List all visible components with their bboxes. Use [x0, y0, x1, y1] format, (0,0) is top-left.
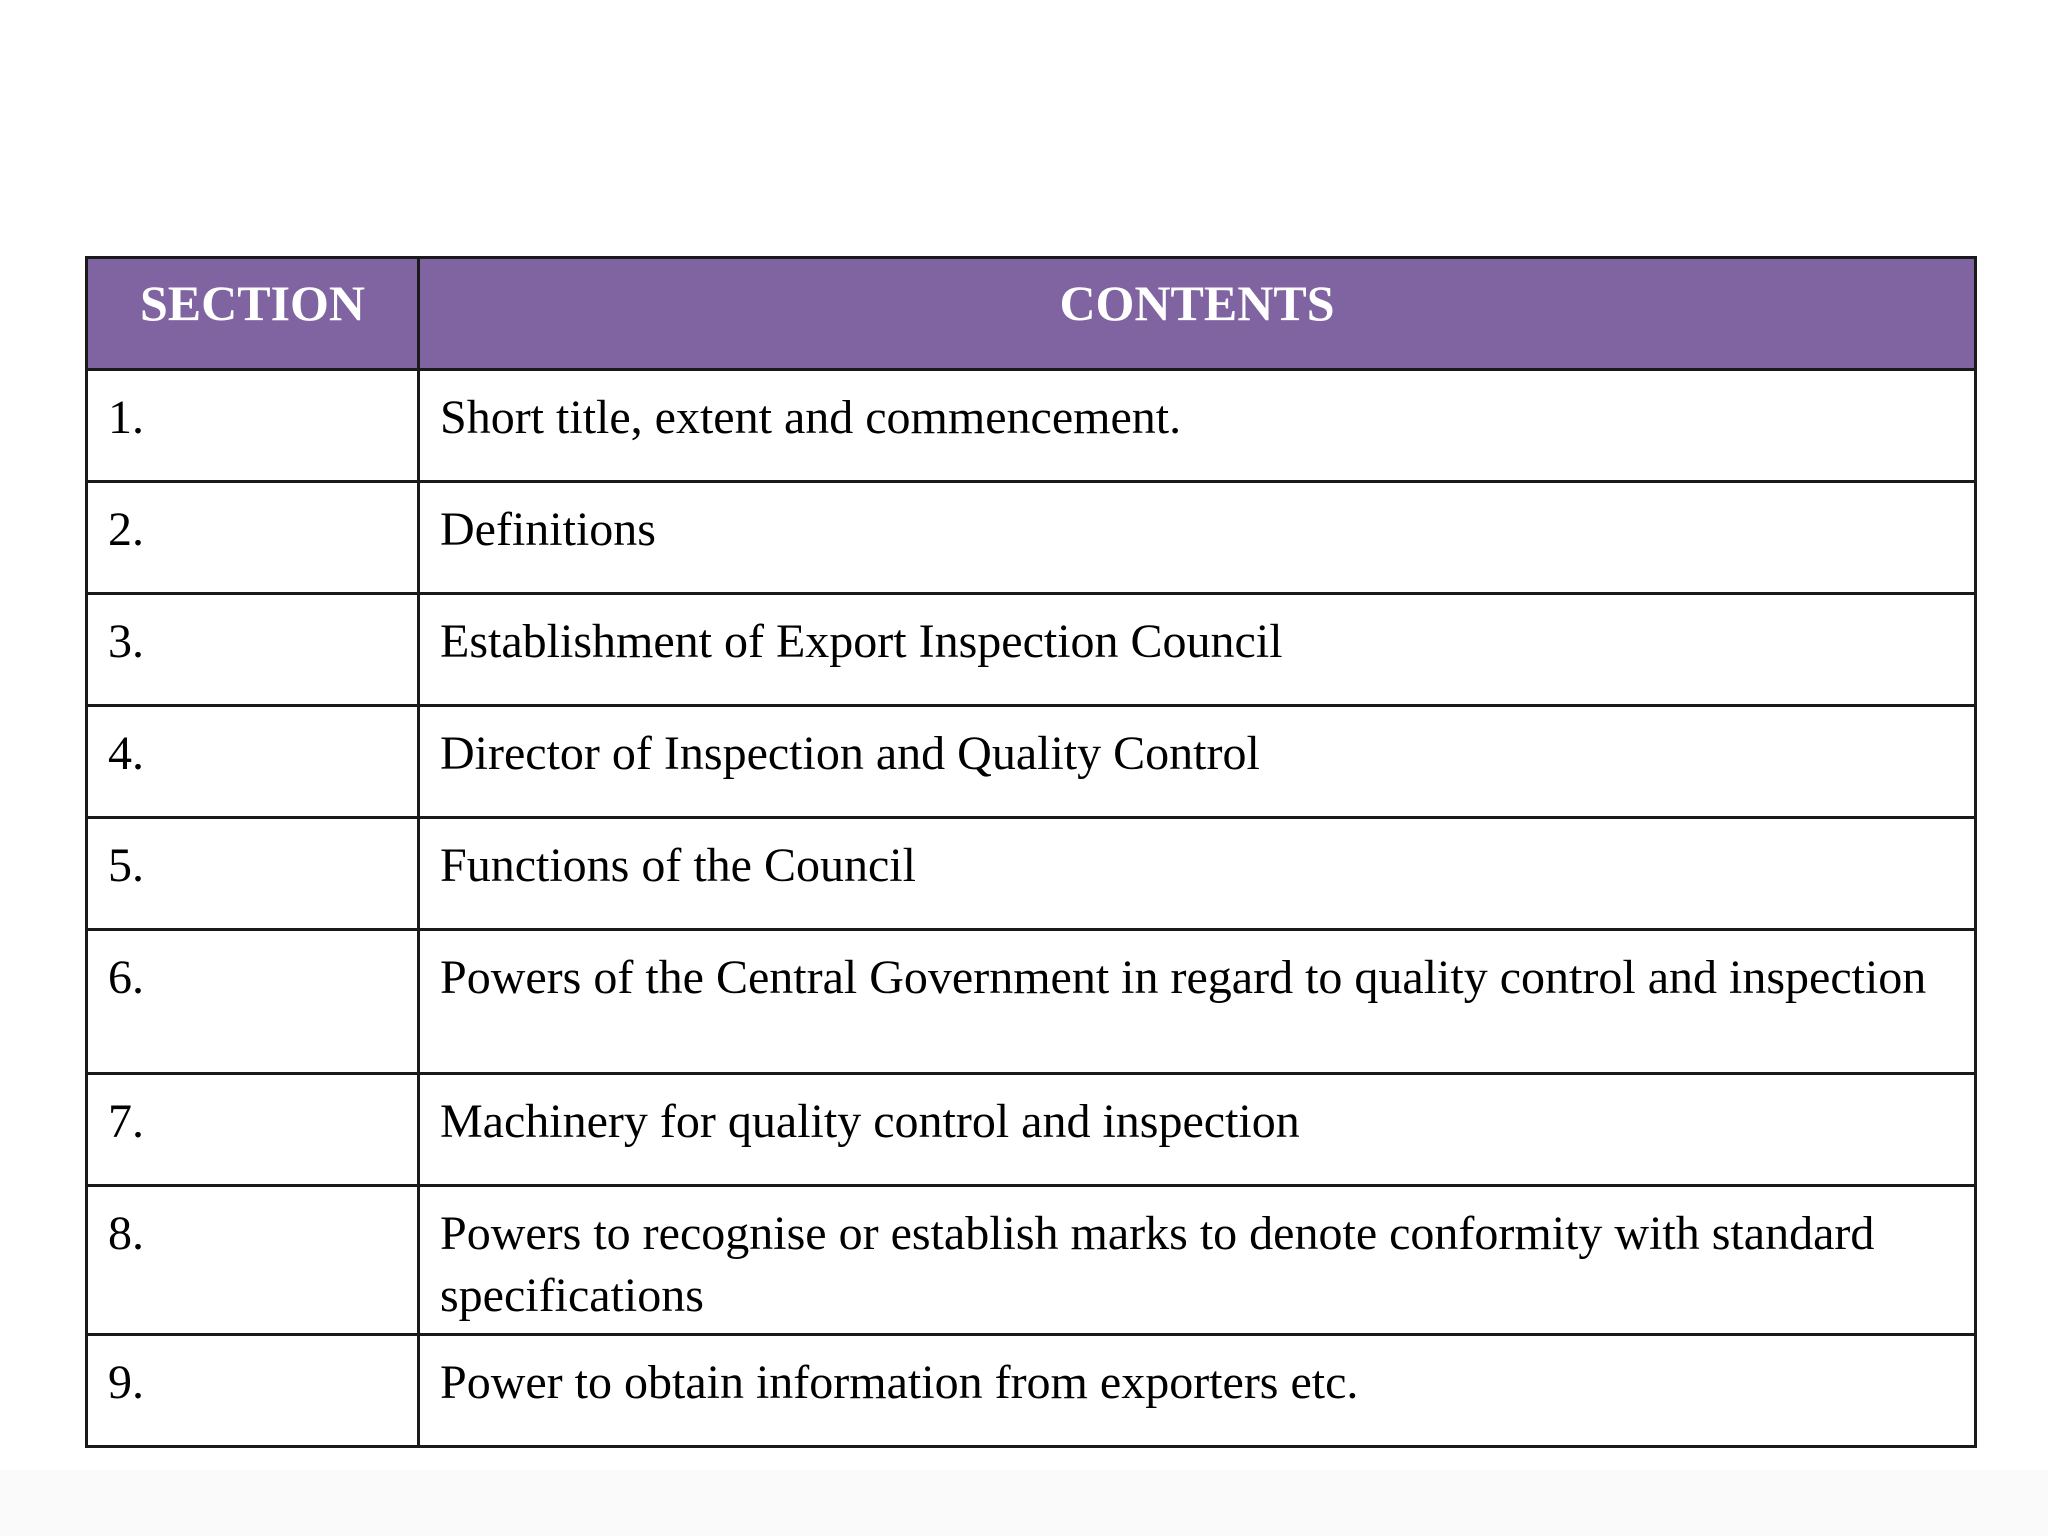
table-row: [87, 818, 1976, 930]
section-number-cell: 9.: [87, 1335, 419, 1447]
section-contents-cell: Power to obtain information from exporters etc.: [419, 1335, 1976, 1447]
section-contents-cell: Director of Inspection and Quality Control: [419, 706, 1976, 818]
contents-column-header: CONTENTS: [419, 258, 1976, 370]
sections-table: [85, 256, 1977, 1448]
section-number-cell: 8.: [87, 1186, 419, 1335]
table-row: [87, 594, 1976, 706]
table-row: [87, 1074, 1976, 1186]
section-contents-cell: Functions of the Council: [419, 818, 1976, 930]
table-row: [87, 370, 1976, 482]
section-number-cell: 2.: [87, 482, 419, 594]
section-contents-cell: Short title, extent and commencement.: [419, 370, 1976, 482]
section-number-cell: 3.: [87, 594, 419, 706]
table-row: [87, 1335, 1976, 1447]
section-column-header: SECTION: [87, 258, 419, 370]
section-number-cell: 4.: [87, 706, 419, 818]
table-row: [87, 482, 1976, 594]
table-header-row: [87, 258, 1976, 370]
section-number-cell: 1.: [87, 370, 419, 482]
table-row: [87, 930, 1976, 1074]
table-row: [87, 1186, 1976, 1335]
slide-bottom-band: [0, 1470, 2048, 1536]
section-contents-cell: Powers of the Central Government in regard to quality control and inspection: [419, 930, 1976, 1074]
section-contents-cell: Definitions: [419, 482, 1976, 594]
section-contents-cell: Establishment of Export Inspection Council: [419, 594, 1976, 706]
section-number-cell: 6.: [87, 930, 419, 1074]
section-contents-cell: Powers to recognise or establish marks to denote conformity with standard specifications: [419, 1186, 1976, 1335]
section-contents-cell: Machinery for quality control and inspection: [419, 1074, 1976, 1186]
section-number-cell: 7.: [87, 1074, 419, 1186]
section-number-cell: 5.: [87, 818, 419, 930]
table-row: [87, 706, 1976, 818]
